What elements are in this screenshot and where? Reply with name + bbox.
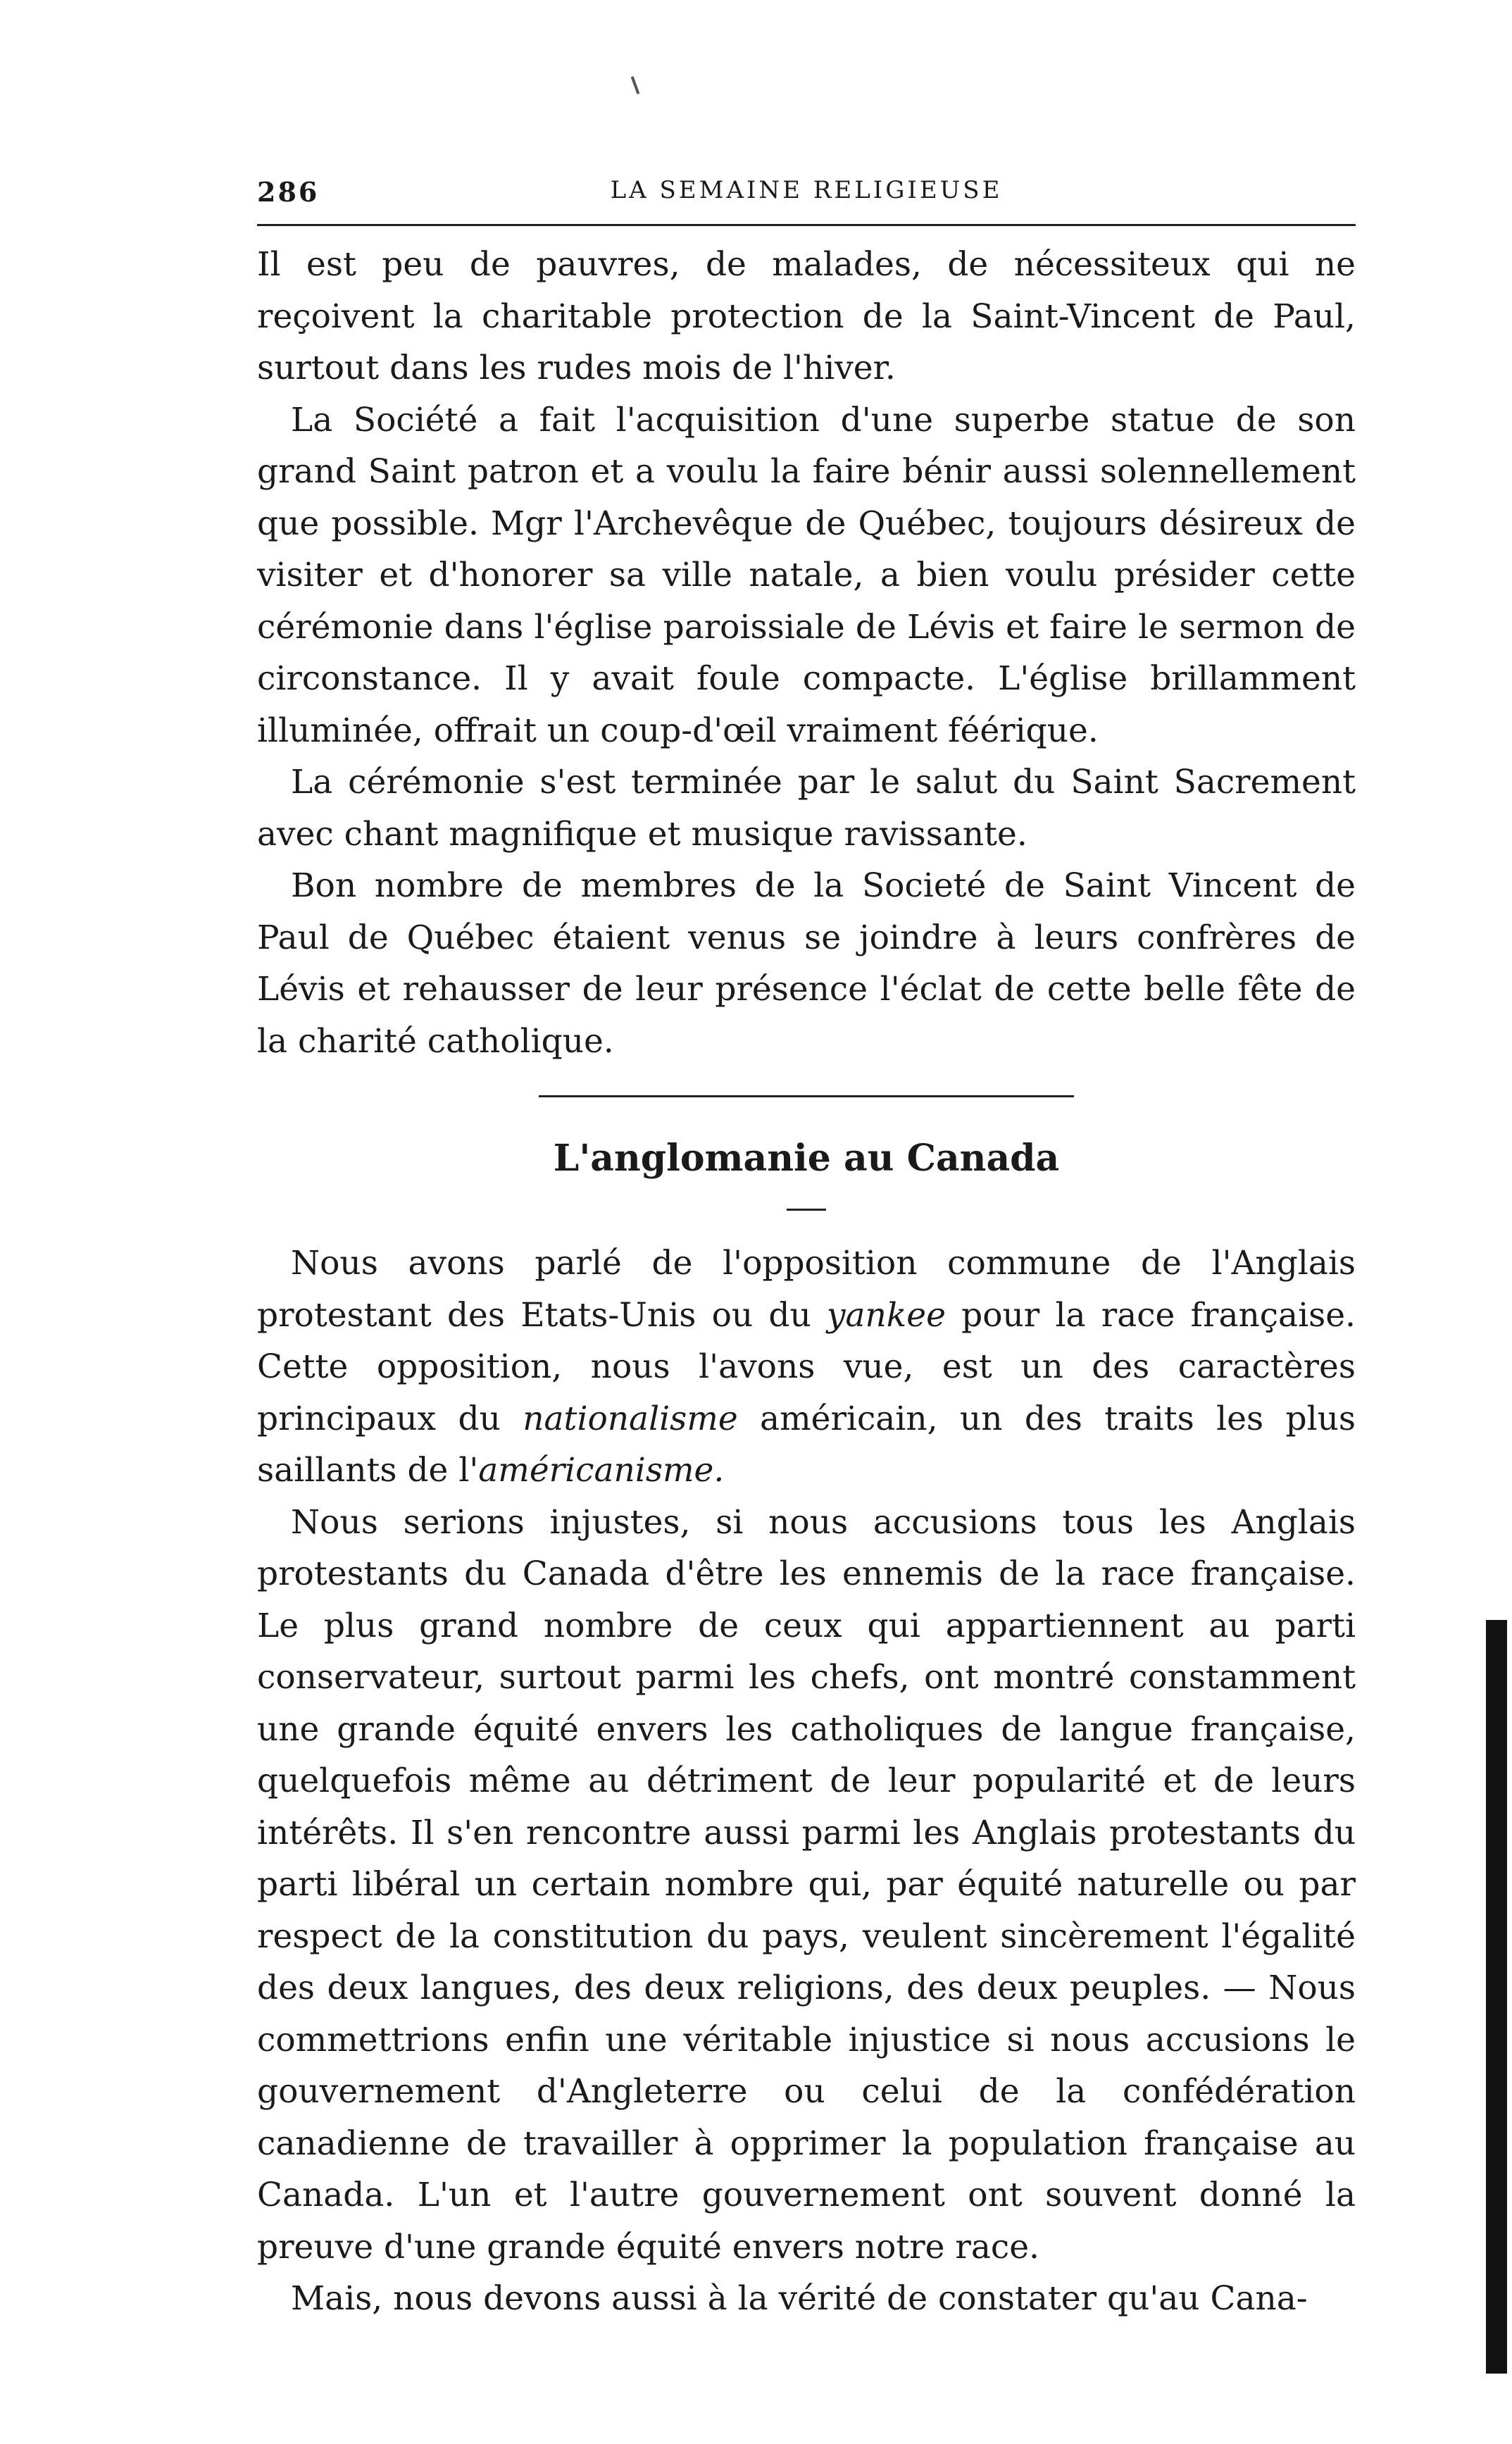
paragraph-injustes: Nous serions injustes, si nous accusions tous les Anglais protestants du Canada d'être les ennemis de la race française. Le plus grand nombre de ceux qui appartiennent au parti conservateur, surtout parmi les chefs, ont montré constamment une grande équité envers les catholiques de langue française, quelquefois même au détriment de leur popularité et de leurs intérêts. Il s'en rencontre aussi parmi les Anglais protestants du parti libéral un certain nombre qui, par équité naturelle ou par respect de la constitution du pays, veulent sincèrement l'égalité des deux langues, des deux religions, des deux peuples. — Nous commettrions enfin une véritable injustice si nous accusions le gouvernement d'Angleterre ou celui de la confédération canadienne de travailler à opprimer la population française au Canada. L'un et l'autre gouvernement ont souvent donné la preuve d'une grande équité envers notre race.: [257, 1502, 1356, 2267]
scan-edge-bar: [1486, 1620, 1507, 2374]
page: [257, 176, 1356, 2325]
italic-yankee: yankee: [826, 1295, 946, 1335]
text-run: Nous avons parlé de l'opposition commune de l'Anglais protestant des Etats-Unis ou du: [257, 1244, 1356, 1335]
section-divider: [539, 1095, 1074, 1097]
paragraph-statue: La Société a fait l'acquisition d'une superbe statue de son grand Saint patron et a voulu la faire bénir aussi solennellement que possible. Mgr l'Archevêque de Québec, toujours désireux de visiter et d'honorer sa ville natale, a bien voulu présider cette cérémonie dans l'église paroissiale de Lévis et faire le sermon de circonstance. Il y avait foule compacte. L'église brillamment illuminée, offrait un coup-d'œil vraiment féérique.: [257, 400, 1356, 750]
text-run: américain, un des traits les plus saillants de l': [257, 1399, 1356, 1490]
paragraph-verite: Mais, nous devons aussi à la vérité de constater qu'au Cana-: [291, 2279, 1308, 2318]
paragraph-opposition: [257, 1237, 1356, 1497]
italic-americanisme: américanisme.: [478, 1451, 725, 1490]
section-title: L'anglomanie au Canada: [553, 1137, 1060, 1180]
paragraph-ceremonie: La cérémonie s'est terminée par le salut du Saint Sacrement avec chant magnifique et musique ravissante.: [257, 763, 1356, 854]
header-rule: [257, 224, 1356, 226]
page-number: 286: [257, 176, 320, 208]
italic-nationalisme: nationalisme: [523, 1399, 738, 1438]
paragraph-pauvres: Il est peu de pauvres, de malades, de nécessiteux qui ne reçoivent la charitable protection de la Saint-Vincent de Paul, surtout dans les rudes mois de l'hiver.: [257, 245, 1356, 387]
paragraph-membres: Bon nombre de membres de la Societé de Saint Vincent de Paul de Québec étaient venus se joindre à leurs confrères de Lévis et rehausser de leur présence l'éclat de cette belle fête de la charité catholique.: [257, 866, 1356, 1061]
journal-title: LA SEMAINE RELIGIEUSE: [610, 176, 1003, 204]
title-rule: [787, 1209, 826, 1211]
scan-mark: [631, 76, 640, 94]
text-run: pour la race française. Cette opposition, nous l'avons vue, est un des caractères principaux du: [257, 1295, 1356, 1438]
running-head: [257, 176, 1356, 216]
